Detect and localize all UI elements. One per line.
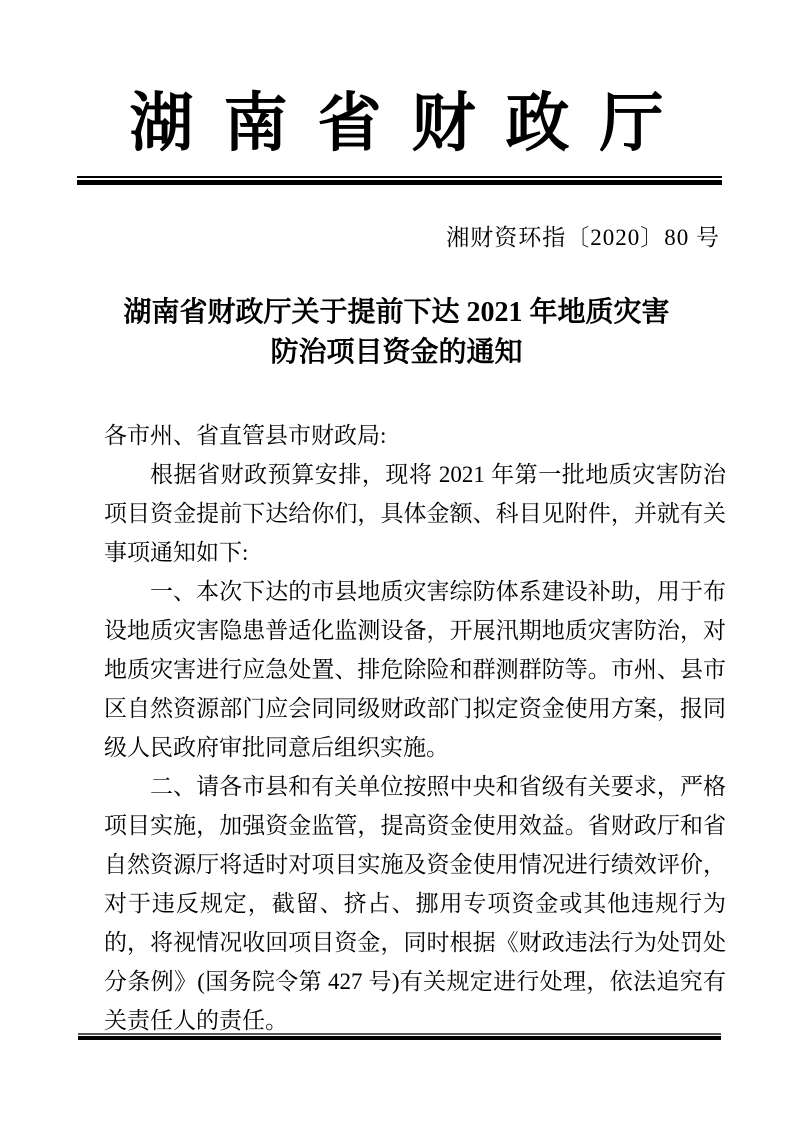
letterhead-rule-thick-line [77,180,722,185]
footer-rule [78,1033,721,1040]
paragraph-item-1: 一、本次下达的市县地质灾害综防体系建设补助，用于布设地质灾害隐患普适化监测设备，开展汛期地质灾害防治，对地质灾害进行应急处置、排危除险和群测群防等。市州、县市区自然资源部门应会同同级财政部门拟定资金使用方案，报同级人民政府审批同意后组织实施。 [104,579,726,760]
paragraph-item-2: 二、请各市县和有关单位按照中央和省级有关要求，严格项目实施，加强资金监管，提高资金使用效益。省财政厅和省自然资源厅将适时对项目实施及资金使用情况进行绩效评价，对于违反规定，截留、挤占、挪用专项资金或其他违规行为的，将视情况收回项目资金，同时根据《财政违法行为处罚处分条例》(国务院令第 427 号)有关规定进行处理，依法追究有关责任人的责任。 [104,774,726,1033]
document-title-line2: 防治项目资金的通知 [270,337,523,368]
salutation: 各市州、省直管县市财政局: [104,423,387,448]
letterhead-double-rule [77,176,722,185]
letterhead-agency-name: 湖南省财政厅 [129,88,694,159]
paragraph-intro: 根据省财政预算安排，现将 2021 年第一批地质灾害防治项目资金提前下达给你们，具体金额、科目见附件，并就有关事项通知如下: [104,462,726,565]
document-title [0,293,793,373]
footer-rule-thick-line [78,1036,721,1040]
document-title-line1: 湖南省财政厅关于提前下达 2021 年地质灾害 [123,297,670,328]
document-body [104,416,726,1040]
document-number: 湘财资环指〔2020〕80 号 [446,225,720,250]
